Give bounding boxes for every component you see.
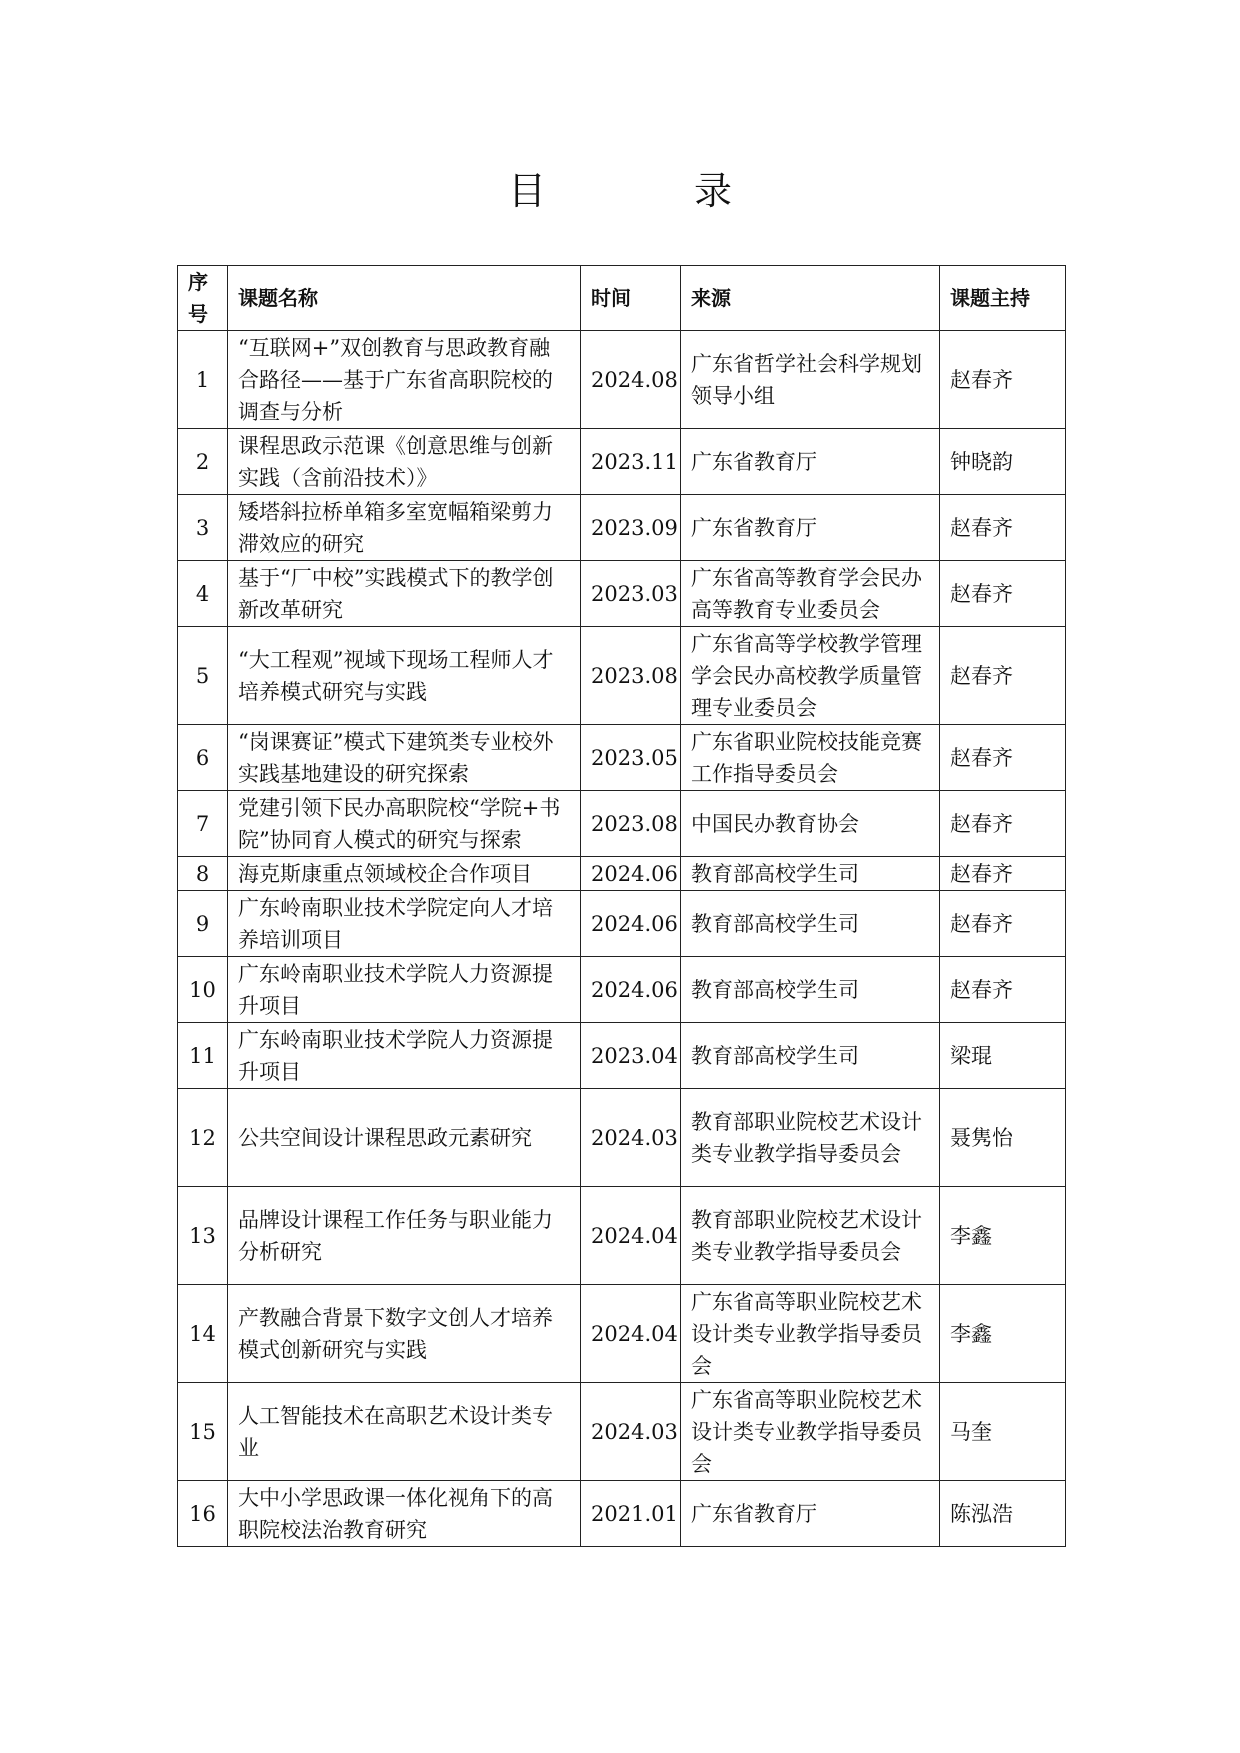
row-date: 2024.06 xyxy=(581,857,681,891)
row-index: 8 xyxy=(178,857,228,891)
row-name: “岗课赛证”模式下建筑类专业校外实践基地建设的研究探索 xyxy=(228,725,581,791)
row-date: 2023.11 xyxy=(581,429,681,495)
row-source: 广东省教育厅 xyxy=(681,1481,940,1547)
row-source: 广东省教育厅 xyxy=(681,429,940,495)
row-index: 1 xyxy=(178,331,228,429)
row-source: 广东省教育厅 xyxy=(681,495,940,561)
table-row xyxy=(178,1383,1066,1481)
table-row xyxy=(178,561,1066,627)
row-host: 赵春齐 xyxy=(940,725,1066,791)
row-index: 16 xyxy=(178,1481,228,1547)
row-host: 李鑫 xyxy=(940,1187,1066,1285)
table-row xyxy=(178,857,1066,891)
table-row xyxy=(178,957,1066,1023)
row-date: 2024.03 xyxy=(581,1383,681,1481)
row-name: 大中小学思政课一体化视角下的高职院校法治教育研究 xyxy=(228,1481,581,1547)
row-host: 赵春齐 xyxy=(940,791,1066,857)
row-host: 赵春齐 xyxy=(940,857,1066,891)
table-row xyxy=(178,429,1066,495)
row-index: 13 xyxy=(178,1187,228,1285)
row-source: 教育部职业院校艺术设计类专业教学指导委员会 xyxy=(681,1187,940,1285)
table-row xyxy=(178,1023,1066,1089)
table-row xyxy=(178,1187,1066,1285)
row-date: 2023.03 xyxy=(581,561,681,627)
toc-table xyxy=(177,265,1066,1547)
row-source: 广东省职业院校技能竞赛工作指导委员会 xyxy=(681,725,940,791)
row-source: 广东省高等职业院校艺术设计类专业教学指导委员会 xyxy=(681,1285,940,1383)
row-name: 品牌设计课程工作任务与职业能力分析研究 xyxy=(228,1187,581,1285)
page-title: 目 录 xyxy=(507,169,801,213)
row-date: 2023.09 xyxy=(581,495,681,561)
row-name: “大工程观”视域下现场工程师人才培养模式研究与实践 xyxy=(228,627,581,725)
row-host: 马奎 xyxy=(940,1383,1066,1481)
header-source: 来源 xyxy=(681,266,940,331)
row-host: 钟晓韵 xyxy=(940,429,1066,495)
row-index: 7 xyxy=(178,791,228,857)
table-row xyxy=(178,791,1066,857)
row-index: 3 xyxy=(178,495,228,561)
table-row xyxy=(178,1285,1066,1383)
row-source: 教育部高校学生司 xyxy=(681,957,940,1023)
table-row xyxy=(178,891,1066,957)
row-date: 2023.05 xyxy=(581,725,681,791)
row-date: 2023.08 xyxy=(581,627,681,725)
row-index: 15 xyxy=(178,1383,228,1481)
row-date: 2023.04 xyxy=(581,1023,681,1089)
row-index: 11 xyxy=(178,1023,228,1089)
row-host: 李鑫 xyxy=(940,1285,1066,1383)
row-index: 12 xyxy=(178,1089,228,1187)
row-date: 2024.08 xyxy=(581,331,681,429)
row-date: 2024.03 xyxy=(581,1089,681,1187)
row-index: 10 xyxy=(178,957,228,1023)
row-date: 2021.01 xyxy=(581,1481,681,1547)
row-name: “互联网+”双创教育与思政教育融合路径——基于广东省高职院校的调查与分析 xyxy=(228,331,581,429)
row-name: 党建引领下民办高职院校“学院+书院”协同育人模式的研究与探索 xyxy=(228,791,581,857)
row-source: 教育部职业院校艺术设计类专业教学指导委员会 xyxy=(681,1089,940,1187)
row-name: 广东岭南职业技术学院定向人才培养培训项目 xyxy=(228,891,581,957)
row-date: 2024.04 xyxy=(581,1187,681,1285)
row-name: 产教融合背景下数字文创人才培养模式创新研究与实践 xyxy=(228,1285,581,1383)
row-source: 中国民办教育协会 xyxy=(681,791,940,857)
row-index: 14 xyxy=(178,1285,228,1383)
row-index: 2 xyxy=(178,429,228,495)
table-row xyxy=(178,725,1066,791)
row-host: 赵春齐 xyxy=(940,495,1066,561)
row-host: 赵春齐 xyxy=(940,561,1066,627)
table-header-row xyxy=(178,266,1066,331)
row-name: 基于“厂中校”实践模式下的教学创新改革研究 xyxy=(228,561,581,627)
row-host: 赵春齐 xyxy=(940,891,1066,957)
row-source: 教育部高校学生司 xyxy=(681,1023,940,1089)
table-row xyxy=(178,1089,1066,1187)
row-source: 广东省高等教育学会民办高等教育专业委员会 xyxy=(681,561,940,627)
row-source: 教育部高校学生司 xyxy=(681,857,940,891)
row-host: 聂隽怡 xyxy=(940,1089,1066,1187)
row-host: 梁琨 xyxy=(940,1023,1066,1089)
table-row xyxy=(178,495,1066,561)
row-date: 2023.08 xyxy=(581,791,681,857)
row-source: 教育部高校学生司 xyxy=(681,891,940,957)
table-row xyxy=(178,1481,1066,1547)
row-index: 9 xyxy=(178,891,228,957)
row-name: 人工智能技术在高职艺术设计类专业 xyxy=(228,1383,581,1481)
row-name: 广东岭南职业技术学院人力资源提升项目 xyxy=(228,1023,581,1089)
row-name: 矮塔斜拉桥单箱多室宽幅箱梁剪力滞效应的研究 xyxy=(228,495,581,561)
row-name: 海克斯康重点领域校企合作项目 xyxy=(228,857,581,891)
row-index: 6 xyxy=(178,725,228,791)
row-source: 广东省哲学社会科学规划领导小组 xyxy=(681,331,940,429)
row-date: 2024.04 xyxy=(581,1285,681,1383)
header-index: 序号 xyxy=(178,266,228,331)
row-date: 2024.06 xyxy=(581,957,681,1023)
row-source: 广东省高等职业院校艺术设计类专业教学指导委员会 xyxy=(681,1383,940,1481)
header-name: 课题名称 xyxy=(228,266,581,331)
row-host: 陈泓浩 xyxy=(940,1481,1066,1547)
row-source: 广东省高等学校教学管理学会民办高校教学质量管理专业委员会 xyxy=(681,627,940,725)
header-date: 时间 xyxy=(581,266,681,331)
table-row xyxy=(178,331,1066,429)
row-name: 广东岭南职业技术学院人力资源提升项目 xyxy=(228,957,581,1023)
row-date: 2024.06 xyxy=(581,891,681,957)
row-host: 赵春齐 xyxy=(940,957,1066,1023)
row-index: 4 xyxy=(178,561,228,627)
row-name: 课程思政示范课《创意思维与创新实践（含前沿技术）》 xyxy=(228,429,581,495)
row-host: 赵春齐 xyxy=(940,331,1066,429)
header-host: 课题主持 xyxy=(940,266,1066,331)
row-index: 5 xyxy=(178,627,228,725)
row-host: 赵春齐 xyxy=(940,627,1066,725)
row-name: 公共空间设计课程思政元素研究 xyxy=(228,1089,581,1187)
table-row xyxy=(178,627,1066,725)
